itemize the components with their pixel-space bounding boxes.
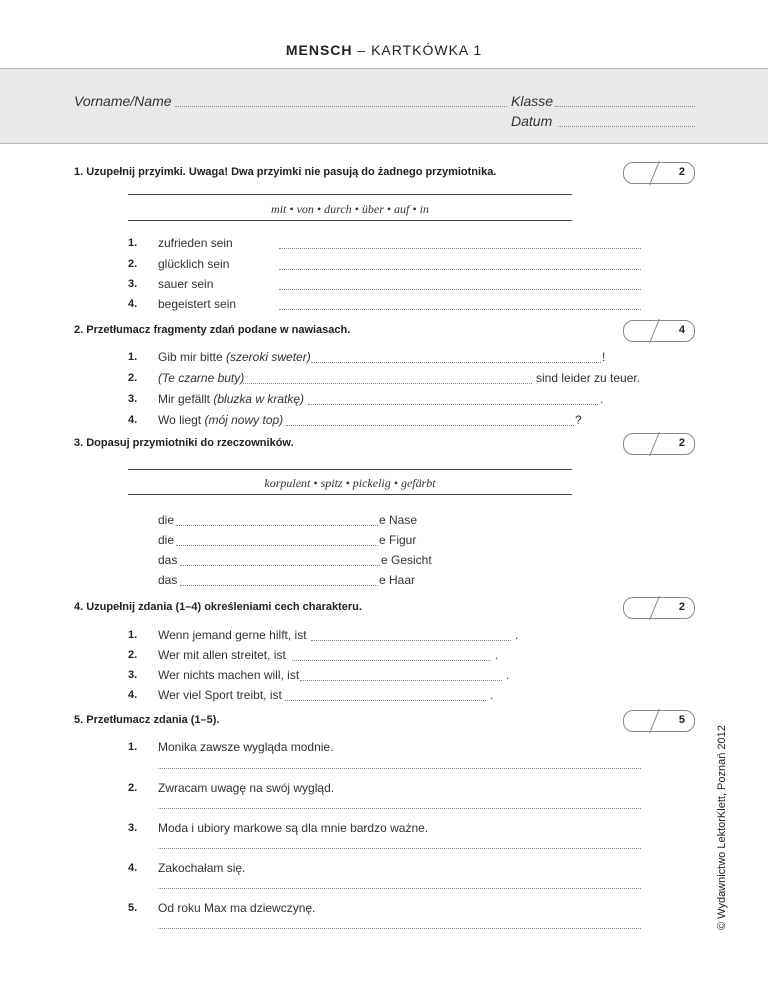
- item-number: 4.: [128, 862, 138, 874]
- date-field[interactable]: [558, 126, 695, 127]
- item-text: (Te czarne buty): [158, 371, 245, 385]
- task-4-score: 2: [623, 597, 695, 619]
- item-end: !: [602, 350, 606, 364]
- item-number: 3.: [128, 393, 138, 405]
- answer-line[interactable]: [300, 680, 502, 681]
- name-field[interactable]: [175, 106, 507, 107]
- item-number: 1.: [128, 629, 138, 641]
- wordbox-bottom-rule: [128, 494, 572, 495]
- item-text: glücklich sein: [158, 257, 230, 271]
- item-text: Wer nichts machen will, ist: [158, 668, 300, 682]
- item-number: 3.: [128, 822, 138, 834]
- item-number: 2.: [128, 649, 138, 661]
- item-end: .: [495, 648, 499, 662]
- wordbox-top-rule: [128, 469, 572, 470]
- answer-line[interactable]: [311, 640, 511, 641]
- answer-line[interactable]: [158, 808, 641, 809]
- item-number: 4.: [128, 689, 138, 701]
- copyright-notice: © Wydawnictwo LektorKlett, Poznań 2012: [716, 725, 728, 930]
- answer-line[interactable]: [279, 289, 641, 290]
- answer-line[interactable]: [158, 768, 641, 769]
- item-end: ?: [575, 413, 582, 427]
- item-noun: e Figur: [379, 533, 417, 547]
- item-end: sind leider zu teuer.: [536, 371, 641, 385]
- item-text: Wer viel Sport treibt, ist: [158, 688, 282, 702]
- answer-line[interactable]: [279, 269, 641, 270]
- item-number: 2.: [128, 372, 138, 384]
- item-number: 4.: [128, 298, 138, 310]
- item-number: 2.: [128, 782, 138, 794]
- item-text: Moda i ubiory markowe są dla mnie bardzo ważne.: [158, 821, 429, 835]
- item-text: Wer mit allen streitet, ist: [158, 648, 286, 662]
- task-2-heading: 2. Przetłumacz fragmenty zdań podane w nawiasach.: [74, 324, 351, 336]
- item-noun: e Gesicht: [381, 553, 432, 567]
- answer-line[interactable]: [180, 585, 378, 586]
- name-label: Vorname/Name: [74, 93, 172, 109]
- item-article: das: [158, 553, 178, 567]
- item-text: Od roku Max ma dziewczynę.: [158, 901, 316, 915]
- class-field[interactable]: [555, 106, 695, 107]
- item-article: das: [158, 573, 178, 587]
- item-noun: e Nase: [379, 513, 418, 527]
- answer-line[interactable]: [308, 404, 598, 405]
- answer-line[interactable]: [311, 362, 601, 363]
- page-title: MENSCH – KARTKÓWKA 1: [285, 42, 483, 58]
- answer-line[interactable]: [243, 383, 532, 384]
- class-label: Klasse: [511, 93, 554, 109]
- item-number: 1.: [128, 237, 138, 249]
- answer-line[interactable]: [158, 928, 641, 929]
- item-number: 5.: [128, 902, 138, 914]
- item-article: die: [158, 533, 175, 547]
- task-2-score: 4: [623, 320, 695, 342]
- item-end: .: [506, 668, 510, 682]
- item-end: .: [515, 628, 519, 642]
- wordbox-top-rule: [128, 194, 572, 195]
- task-5-heading: 5. Przetłumacz zdania (1–5).: [74, 714, 220, 726]
- task-5-score: 5: [623, 710, 695, 732]
- answer-line[interactable]: [158, 888, 641, 889]
- answer-line[interactable]: [180, 565, 380, 566]
- answer-line[interactable]: [279, 309, 641, 310]
- item-text: begeistert sein: [158, 297, 237, 311]
- item-text: Wenn jemand gerne hilft, ist: [158, 628, 307, 642]
- item-text: Zakochałam się.: [158, 861, 246, 875]
- item-end: .: [490, 688, 494, 702]
- item-end: .: [600, 392, 604, 406]
- answer-line[interactable]: [176, 525, 378, 526]
- item-text: Wo liegt (mój nowy top): [158, 413, 284, 427]
- item-text: Mir gefällt (bluzka w kratkę): [158, 392, 305, 406]
- item-text: sauer sein: [158, 277, 214, 291]
- answer-line[interactable]: [286, 425, 574, 426]
- answer-line[interactable]: [176, 545, 378, 546]
- task-3-heading: 3. Dopasuj przymiotniki do rzeczowników.: [74, 437, 294, 449]
- item-text: Zwracam uwagę na swój wygląd.: [158, 781, 335, 795]
- item-text: Monika zawsze wygląda modnie.: [158, 740, 334, 754]
- answer-line[interactable]: [292, 660, 491, 661]
- task-1-wordbox: mit • von • durch • über • auf • in: [271, 202, 429, 216]
- item-number: 4.: [128, 414, 138, 426]
- task-3-score: 2: [623, 433, 695, 455]
- task-4-heading: 4. Uzupełnij zdania (1–4) określeniami cech charakteru.: [74, 601, 362, 613]
- answer-line[interactable]: [158, 848, 641, 849]
- item-number: 1.: [128, 351, 138, 363]
- item-number: 3.: [128, 278, 138, 290]
- date-label: Datum: [511, 113, 553, 129]
- task-1-score: 2: [623, 162, 695, 184]
- answer-line[interactable]: [279, 248, 641, 249]
- wordbox-bottom-rule: [128, 220, 572, 221]
- item-text: zufrieden sein: [158, 236, 233, 250]
- item-number: 3.: [128, 669, 138, 681]
- item-number: 1.: [128, 741, 138, 753]
- item-article: die: [158, 513, 175, 527]
- item-text: Gib mir bitte (szeroki sweter): [158, 350, 311, 364]
- task-3-wordbox: korpulent • spitz • pickelig • gefärbt: [264, 476, 436, 490]
- task-1-heading: 1. Uzupełnij przyimki. Uwaga! Dwa przyimki nie pasują do żadnego przymiotnika.: [74, 166, 497, 178]
- answer-line[interactable]: [285, 700, 486, 701]
- item-noun: e Haar: [379, 573, 416, 587]
- item-number: 2.: [128, 258, 138, 270]
